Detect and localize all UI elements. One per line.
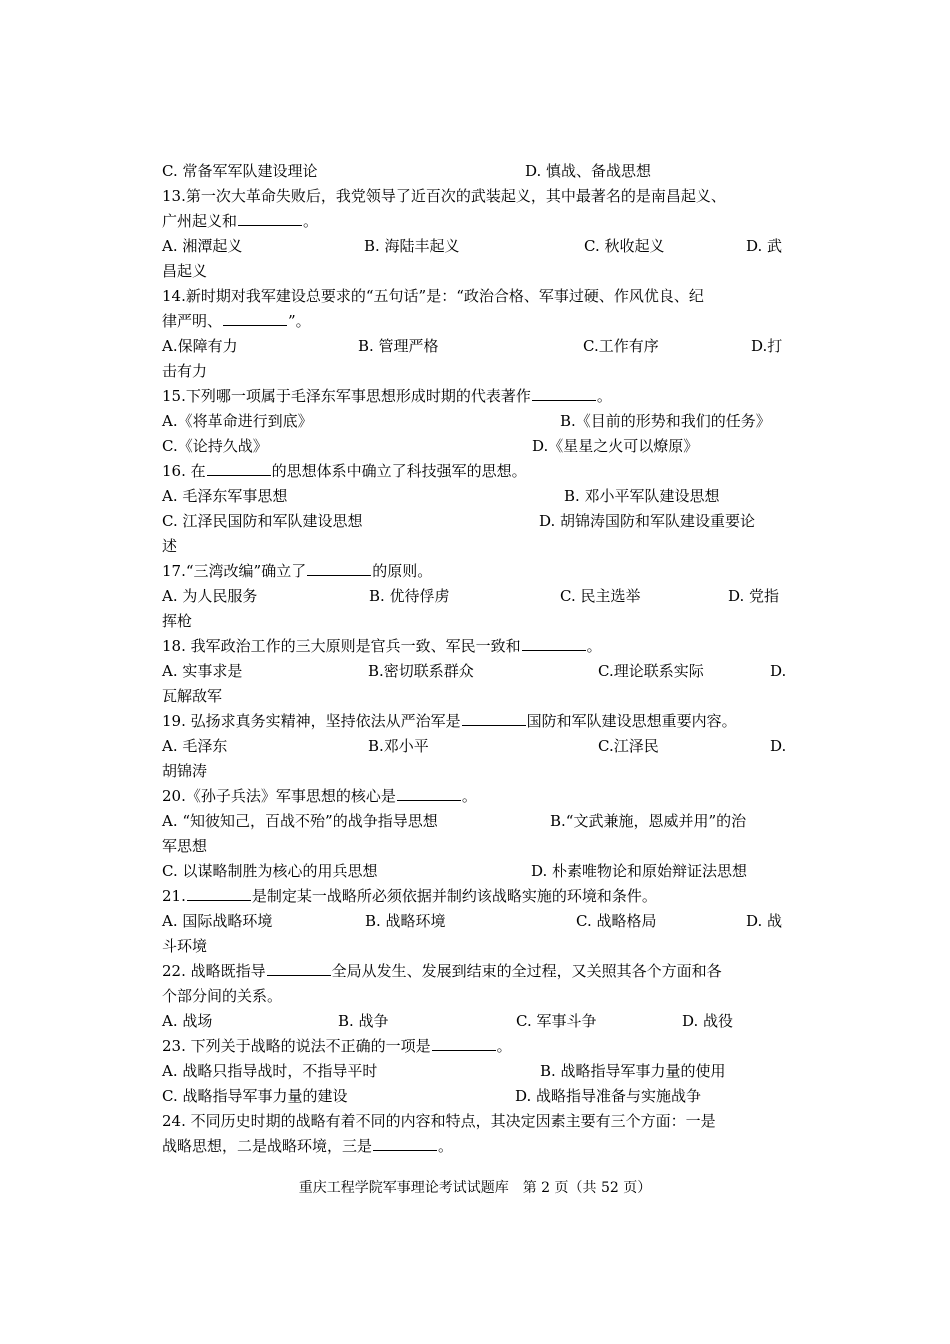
option-text: 击有力 (162, 362, 208, 380)
question-text: 个部分间的关系。 (162, 987, 283, 1005)
option-c: C. 秋收起义 (584, 237, 665, 255)
answer-blank (307, 559, 371, 576)
option-d: D. 武 (746, 237, 783, 255)
option-d: D. 战 (746, 912, 783, 930)
option-b: B.《目前的形势和我们的任务》 (560, 412, 771, 430)
question-17-stem (162, 559, 792, 584)
option-c: C.江泽民 (598, 737, 659, 755)
option-a: A. 毛泽东军事思想 (162, 487, 288, 505)
question-23-options-ab (162, 1059, 792, 1084)
question-21-options-cont (162, 934, 792, 959)
option-b: B.密切联系群众 (368, 662, 474, 680)
option-a: A. 湘潭起义 (162, 237, 243, 255)
question-23-options-cd (162, 1084, 792, 1109)
option-c: C. 战略格局 (576, 912, 657, 930)
question-text: 战略思想，二是战略环境，三是 (162, 1137, 373, 1155)
question-19-options-cont (162, 759, 792, 784)
option-text: 军思想 (162, 837, 208, 855)
question-text: 20.《孙子兵法》军事思想的核心是 (162, 787, 396, 805)
question-text: 17.“三湾改编”确立了 (162, 562, 307, 580)
question-text: 广州起义和 (162, 212, 238, 230)
option-c: C. 战略指导军事力量的建设 (162, 1087, 348, 1105)
option-a: A.保障有力 (162, 337, 238, 355)
option-d: D. 慎战、备战思想 (525, 162, 652, 180)
option-b: B. 海陆丰起义 (364, 237, 460, 255)
option-c: C. 军事斗争 (516, 1012, 597, 1030)
option-text: 昌起义 (162, 262, 208, 280)
option-c: C. 江泽民国防和军队建设思想 (162, 512, 363, 530)
question-18-options (162, 659, 792, 684)
option-a: A. 国际战略环境 (162, 912, 273, 930)
option-d: D. 战略指导准备与实施战争 (515, 1087, 702, 1105)
question-text: 13.第一次大革命失败后，我党领导了近百次的武装起义，其中最著名的是南昌起义、 (162, 187, 726, 205)
option-b: B. 战略指导军事力量的使用 (540, 1062, 726, 1080)
option-c: C. 以谋略制胜为核心的用兵思想 (162, 862, 378, 880)
question-text-tail: 。 (596, 387, 612, 405)
option-c: C.工作有序 (583, 337, 659, 355)
option-b: B. 优待俘虏 (369, 587, 450, 605)
option-c: C. 民主选举 (560, 587, 641, 605)
question-text-tail: 的思想体系中确立了科技强军的思想。 (271, 462, 527, 480)
question-text-tail: 国防和军队建设思想重要内容。 (526, 712, 737, 730)
question-20-options-cd (162, 859, 792, 884)
option-d: D. 朴素唯物论和原始辩证法思想 (531, 862, 748, 880)
question-17-options (162, 584, 792, 609)
question-14-options-cont (162, 359, 792, 384)
option-a: A. 实事求是 (162, 662, 243, 680)
question-15-options-ab (162, 409, 792, 434)
option-d: D. 战役 (682, 1012, 734, 1030)
question-16-options-cont (162, 534, 792, 559)
option-text: 述 (162, 537, 178, 555)
question-18-options-cont (162, 684, 792, 709)
answer-blank (267, 959, 331, 976)
option-text: 斗环境 (162, 937, 208, 955)
question-19-options (162, 734, 792, 759)
question-text: 21. (162, 887, 186, 905)
question-text: 24. 不同历史时期的战略有着不同的内容和特点，其决定因素主要有三个方面：一是 (162, 1112, 716, 1130)
answer-blank (223, 309, 287, 326)
option-c: C. 常备军军队建设理论 (162, 162, 318, 180)
answer-blank (238, 209, 302, 226)
option-a: A. “知彼知己，百战不殆”的战争指导思想 (162, 812, 438, 830)
option-d: D. 胡锦涛国防和军队建设重要论 (539, 512, 756, 530)
question-text-tail: 。 (303, 212, 319, 230)
question-12-options-cd (162, 159, 792, 184)
question-17-options-cont (162, 609, 792, 634)
question-16-options-ab (162, 484, 792, 509)
question-21-stem (162, 884, 792, 909)
option-d: D. 党指 (728, 587, 780, 605)
question-19-stem (162, 709, 792, 734)
question-text-tail: 。 (461, 787, 477, 805)
option-b: B. 管理严格 (358, 337, 439, 355)
question-text-tail: 。 (438, 1137, 454, 1155)
question-14-stem-cont (162, 309, 792, 334)
option-text: 瓦解敌军 (162, 687, 223, 705)
option-c: C.《论持久战》 (162, 437, 268, 455)
answer-blank (432, 1034, 496, 1051)
answer-blank (462, 709, 526, 726)
question-text: 律严明、 (162, 312, 223, 330)
question-20-options-ab (162, 809, 792, 834)
question-text-tail: 。 (496, 1037, 512, 1055)
option-b: B. 战略环境 (365, 912, 446, 930)
option-b: B. 邓小平军队建设思想 (564, 487, 720, 505)
question-24-stem-cont (162, 1134, 792, 1159)
question-13-stem (162, 184, 792, 209)
option-d: D.《星星之火可以燎原》 (532, 437, 699, 455)
option-a: A.《将革命进行到底》 (162, 412, 313, 430)
option-a: A. 战略只指导战时，不指导平时 (162, 1062, 378, 1080)
question-16-options-cd (162, 509, 792, 534)
answer-blank (397, 784, 461, 801)
question-text: 18. 我军政治工作的三大原则是官兵一致、军民一致和 (162, 637, 521, 655)
question-20-options-cont (162, 834, 792, 859)
option-d: D. (770, 662, 787, 680)
question-text-tail: 的原则。 (372, 562, 433, 580)
question-20-stem (162, 784, 792, 809)
option-text: 胡锦涛 (162, 762, 208, 780)
question-text: 14.新时期对我军建设总要求的“五句话”是：“政治合格、军事过硬、作风优良、纪 (162, 287, 704, 305)
answer-blank (373, 1134, 437, 1151)
question-16-stem (162, 459, 792, 484)
question-22-stem (162, 959, 792, 984)
question-13-options (162, 234, 792, 259)
question-15-stem (162, 384, 792, 409)
page-footer: 重庆工程学院军事理论考试试题库 第 2 页（共 52 页） (298, 1180, 652, 1196)
question-text-tail: 。 (586, 637, 602, 655)
question-13-options-cont (162, 259, 792, 284)
question-14-options (162, 334, 792, 359)
option-d: D.打 (751, 337, 783, 355)
question-22-options (162, 1009, 792, 1034)
question-text-tail: 是制定某一战略所必须依据并制约该战略实施的环境和条件。 (251, 887, 657, 905)
question-text: 16. 在 (162, 462, 206, 480)
option-b: B.邓小平 (368, 737, 429, 755)
question-text: 15.下列哪一项属于毛泽东军事思想形成时期的代表著作 (162, 387, 531, 405)
question-18-stem (162, 634, 792, 659)
option-text: 挥枪 (162, 612, 193, 630)
option-b: B. 战争 (338, 1012, 389, 1030)
question-text-tail: ”。 (288, 312, 311, 330)
question-23-stem (162, 1034, 792, 1059)
question-15-options-cd (162, 434, 792, 459)
answer-blank (187, 884, 251, 901)
option-c: C.理论联系实际 (598, 662, 704, 680)
question-text-tail: 全局从发生、发展到结束的全过程，又关照其各个方面和各 (331, 962, 722, 980)
option-a: A. 战场 (162, 1012, 213, 1030)
question-22-stem-cont (162, 984, 792, 1009)
option-a: A. 为人民服务 (162, 587, 258, 605)
answer-blank (532, 384, 596, 401)
question-13-stem-cont (162, 209, 792, 234)
question-text: 23. 下列关于战略的说法不正确的一项是 (162, 1037, 431, 1055)
answer-blank (207, 459, 271, 476)
question-14-stem (162, 284, 792, 309)
option-d: D. (770, 737, 787, 755)
question-24-stem (162, 1109, 792, 1134)
option-a: A. 毛泽东 (162, 737, 228, 755)
question-text: 22. 战略既指导 (162, 962, 266, 980)
option-b: B.“文武兼施，恩威并用”的治 (550, 812, 747, 830)
question-21-options (162, 909, 792, 934)
answer-blank (522, 634, 586, 651)
question-text: 19. 弘扬求真务实精神，坚持依法从严治军是 (162, 712, 461, 730)
